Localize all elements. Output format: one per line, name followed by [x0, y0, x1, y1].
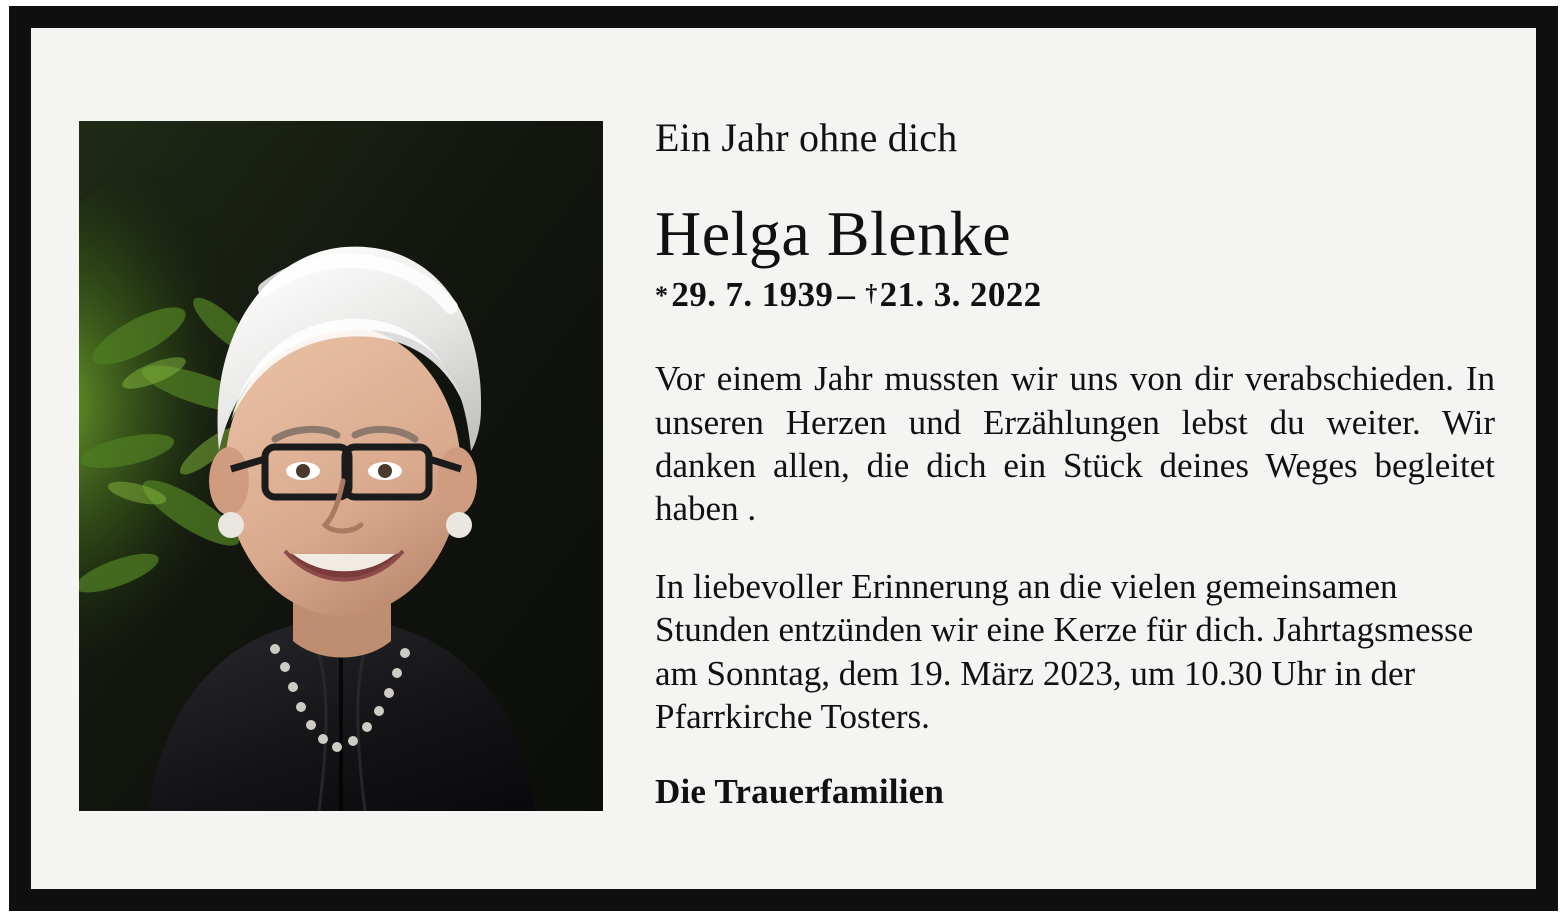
memorial-paragraph-2: In liebevoller Erinnerung an die vielen gemeinsamen Stunden entzünden wir eine Kerze für dich. Jahrtagsmesse am Sonntag, dem 19. März 2023, um 10.30 Uhr in der Pfarrkirche Tosters.	[655, 566, 1474, 736]
portrait-photo	[79, 121, 603, 811]
deceased-name: Helga Blenke	[655, 198, 1012, 269]
notice-eyebrow: Ein Jahr ohne dich	[655, 115, 958, 160]
life-dates	[655, 275, 1495, 315]
notice-card	[31, 28, 1536, 889]
cross-icon: †	[865, 281, 878, 308]
signature-line: Die Trauerfamilien	[655, 772, 945, 812]
notice-content	[31, 28, 1536, 889]
notice-text	[655, 116, 1495, 812]
birth-symbol: *	[655, 281, 669, 311]
memorial-paragraph-1: Vor einem Jahr mussten wir uns von dir verabschieden. In unseren Herzen und Erzählungen lebst du weiter. Wir danken allen, die dich ein Stück deines Weges begleitet haben .	[655, 359, 1495, 529]
date-dash: –	[837, 275, 856, 315]
death-date: 21. 3. 2022	[879, 275, 1042, 315]
birth-date: 29. 7. 1939	[671, 275, 834, 315]
portrait-image	[79, 121, 603, 811]
mourning-border	[9, 6, 1558, 911]
